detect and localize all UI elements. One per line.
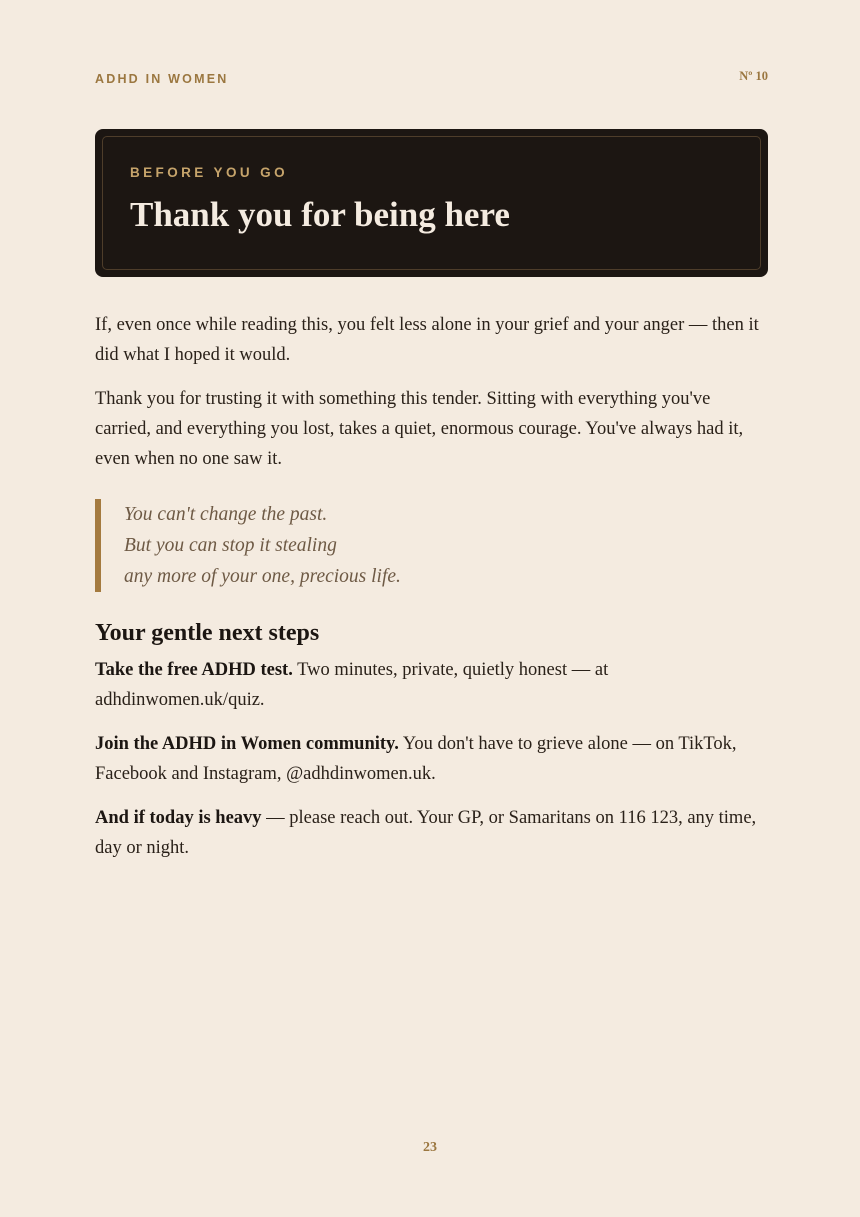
page-number: 23 — [423, 1140, 437, 1155]
step-text: Two minutes, private, quietly honest — at adhdinwomen.uk/quiz. — [95, 660, 609, 710]
step-support — [95, 803, 768, 863]
hero-eyebrow: BEFORE YOU GO — [130, 165, 288, 180]
main-content — [95, 310, 768, 877]
step-quiz — [95, 655, 768, 715]
step-community — [95, 729, 768, 789]
quote-line: You can't change the past. — [124, 504, 328, 525]
next-steps-heading: Your gentle next steps — [95, 620, 320, 646]
hero-title: Thank you for being here — [130, 195, 510, 234]
hero-banner — [95, 129, 768, 277]
step-lead: Join the ADHD in Women community. — [95, 734, 399, 754]
step-lead: And if today is heavy — [95, 808, 262, 828]
thanks-paragraph: Thank you for trusting it with something this tender. Sitting with everything you've carried, and everything you lost, takes a quiet, enormous courage. You've always had it, even when no one saw it. — [95, 389, 744, 469]
step-text: — please reach out. Your GP, or Samaritans on 116 123, any time, day or night. — [95, 808, 757, 858]
quote-line: any more of your one, precious life. — [124, 566, 401, 587]
step-text: You don't have to grieve alone — on TikTok, Facebook and Instagram, @adhdinwomen.uk. — [95, 734, 737, 784]
step-lead: Take the free ADHD test. — [95, 660, 293, 680]
running-head: ADHD IN WOMEN — [95, 72, 229, 86]
quote-line: But you can stop it stealing — [124, 535, 337, 556]
issue-number: Nº 10 — [739, 69, 768, 83]
intro-paragraph: If, even once while reading this, you felt less alone in your grief and your anger — then it did what I hoped it would. — [95, 315, 759, 365]
pull-quote — [95, 499, 768, 592]
